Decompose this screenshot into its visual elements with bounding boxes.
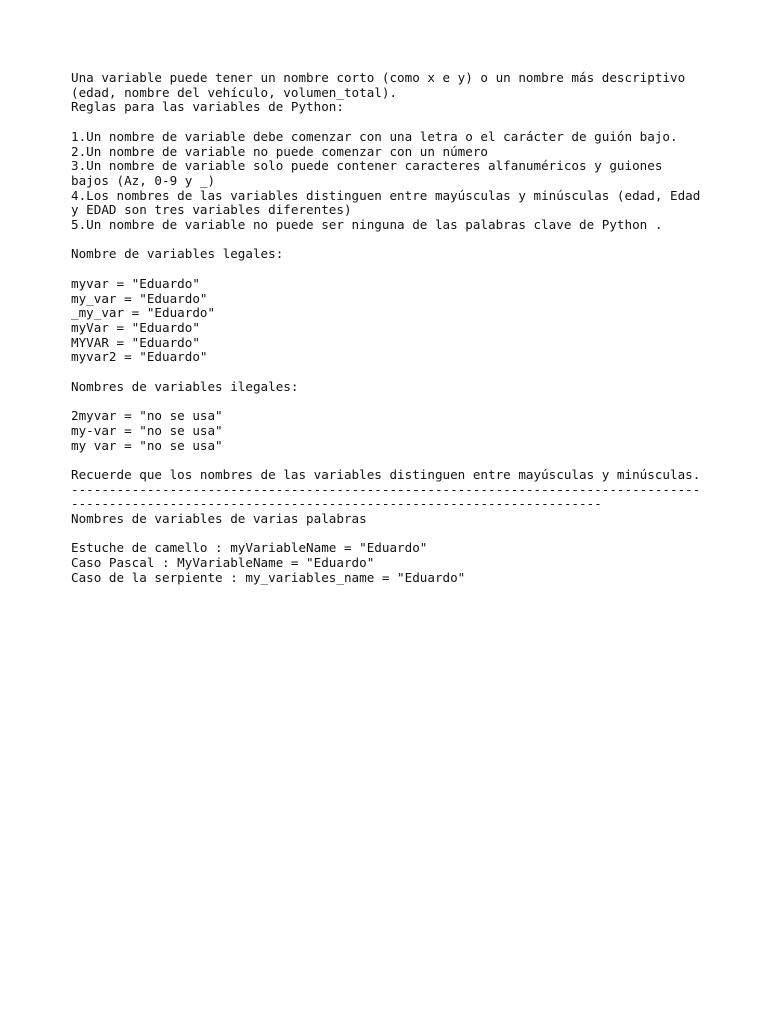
multiword-heading: Nombres de variables de varias palabras (71, 511, 367, 526)
legal-example: myvar2 = "Eduardo" (71, 349, 208, 365)
rules-heading: Reglas para las variables de Python: (71, 99, 344, 115)
separator-line-2: ---------------------------------------------------------------------- (71, 496, 602, 512)
separator-line-1: ----------------------------------------------------------------------------------- (71, 481, 701, 497)
rule-1: 1.Un nombre de variable debe comenzar con una letra o el carácter de guión bajo. (71, 128, 678, 144)
rule-4-line-2: y EDAD son tres variables diferentes) (71, 202, 352, 218)
rule-3-line-1: 3.Un nombre de variable solo puede contener caracteres alfanuméricos y guiones (71, 158, 663, 174)
blank-line (71, 365, 711, 380)
pascal-case-example: Caso Pascal : MyVariableName = "Eduardo" (71, 555, 375, 571)
rule-3-line-2: bajos (Az, 0-9 y _) (71, 172, 216, 188)
legal-example: my_var = "Eduardo" (71, 290, 208, 306)
intro-line-2: (edad, nombre del vehículo, volumen_total). (71, 84, 398, 100)
rule-4-line-1: 4.Los nombres de las variables distinguen entre mayúsculas y minúsculas (edad, Edad (71, 187, 701, 203)
camel-case-example: Estuche de camello : myVariableName = "Eduardo" (71, 540, 428, 556)
blank-line (71, 233, 711, 248)
blank-line (71, 453, 711, 468)
rule-5: 5.Un nombre de variable no puede ser ninguna de las palabras clave de Python . (71, 217, 663, 233)
legal-example: MYVAR = "Eduardo" (71, 334, 200, 350)
legal-example: _my_var = "Eduardo" (71, 305, 216, 321)
blank-line (71, 394, 711, 409)
legal-heading: Nombre de variables legales: (71, 246, 284, 262)
illegal-example: my var = "no se usa" (71, 437, 223, 453)
legal-example: myvar = "Eduardo" (71, 275, 200, 291)
document-page (71, 71, 711, 586)
intro-line-1: Una variable puede tener un nombre corto (como x e y) o un nombre más descriptivo (71, 70, 686, 85)
blank-line (71, 115, 711, 130)
case-sensitivity-reminder: Recuerde que los nombres de las variables distinguen entre mayúsculas y minúsculas. (71, 466, 701, 482)
blank-line (71, 527, 711, 542)
illegal-example: my-var = "no se usa" (71, 422, 223, 438)
snake-case-example: Caso de la serpiente : my_variables_name = "Eduardo" (71, 569, 466, 585)
blank-line (71, 262, 711, 277)
rule-2: 2.Un nombre de variable no puede comenzar con un número (71, 143, 489, 159)
illegal-example: 2myvar = "no se usa" (71, 408, 223, 424)
illegal-heading: Nombres de variables ilegales: (71, 378, 299, 394)
legal-example: myVar = "Eduardo" (71, 319, 200, 335)
